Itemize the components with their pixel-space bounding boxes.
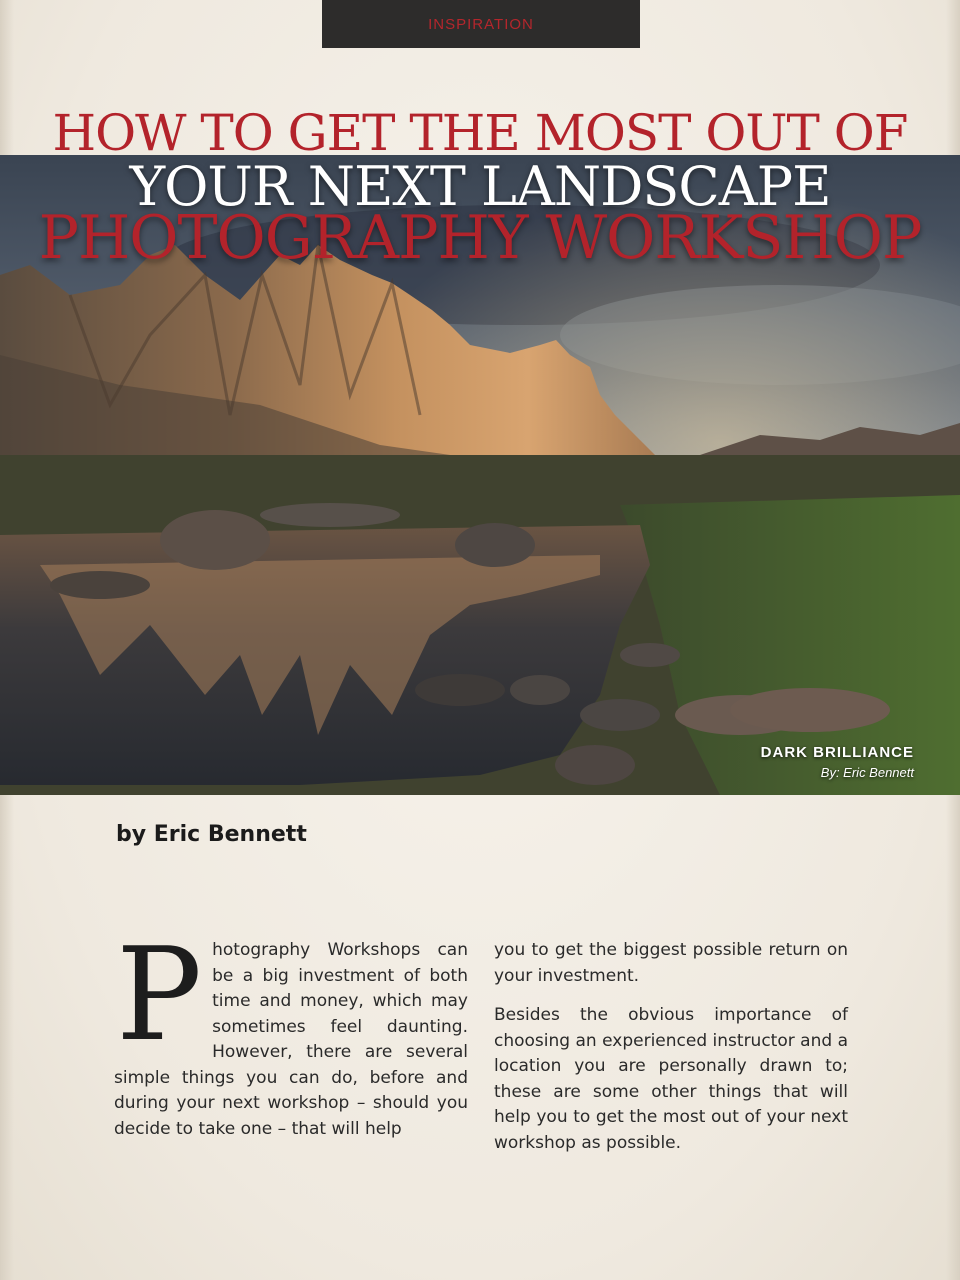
body-paragraph-continued: you to get the biggest possible return on your investment. xyxy=(494,940,848,986)
section-tab xyxy=(322,0,640,48)
body-paragraph-2: Besides the obvious importance of choosing an experienced instructor and a location you are personally drawn to; these are some other things that will help you to get the most out of your next workshop as possible. xyxy=(494,1005,848,1153)
author-byline: by Eric Bennett xyxy=(116,822,307,847)
body-paragraph xyxy=(114,921,468,1142)
body-column-left xyxy=(114,921,468,1156)
body-text-left: hotography Workshops can be a big investment of both time and money, which may sometimes feel daunting. However, there are several simple things you can do, before and during your next workshop – should you decide to take one – that will help xyxy=(114,940,468,1139)
headline-line-1: HOW TO GET THE MOST OUT OF xyxy=(52,104,908,162)
photo-caption xyxy=(761,744,914,780)
section-label: INSPIRATION xyxy=(428,15,534,33)
drop-cap: P xyxy=(116,921,203,1070)
photo-caption-credit: By: Eric Bennett xyxy=(820,765,914,780)
headline-line-2: YOUR NEXT LANDSCAPE xyxy=(129,155,831,218)
headline xyxy=(0,104,960,273)
photo-caption-title: DARK BRILLIANCE xyxy=(760,744,914,761)
body-column-right xyxy=(494,938,848,1170)
headline-line-3: PHOTOGRAPHY WORKSHOP xyxy=(38,203,922,273)
